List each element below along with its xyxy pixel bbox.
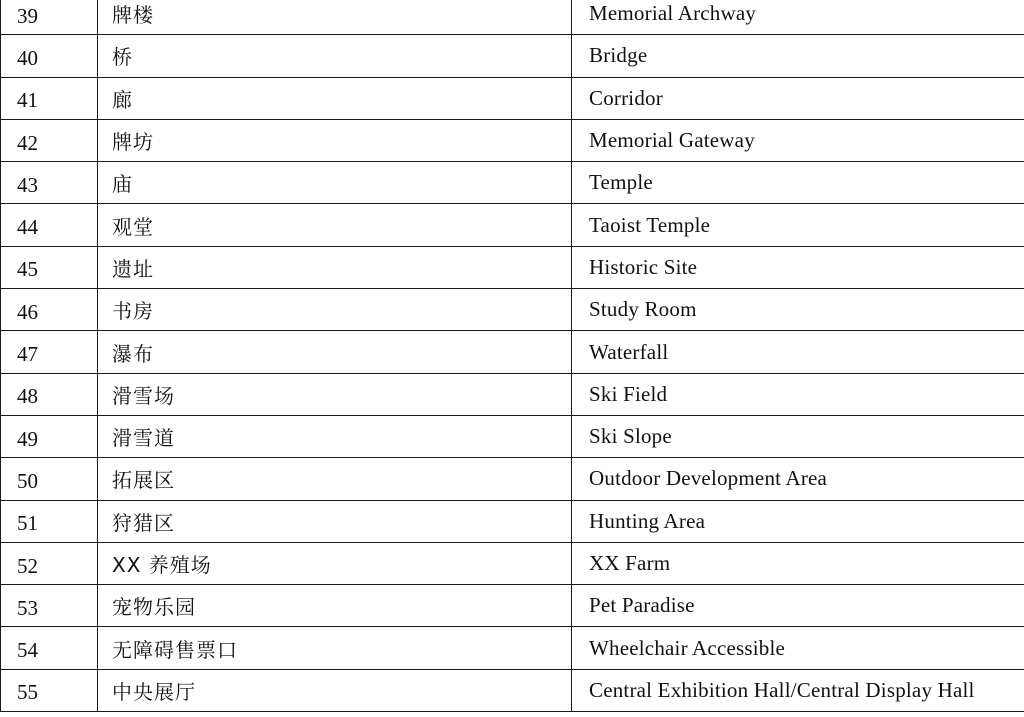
table-row xyxy=(1,77,1024,119)
table-row xyxy=(1,627,1024,669)
row-number-cell: 53 xyxy=(1,585,98,627)
chinese-term-cell: 牌楼 xyxy=(98,0,572,35)
row-number-cell: 51 xyxy=(1,500,98,542)
row-number-cell: 44 xyxy=(1,204,98,246)
row-number-cell: 43 xyxy=(1,162,98,204)
english-translation-cell: Taoist Temple xyxy=(572,204,1024,246)
chinese-term-cell: 庙 xyxy=(98,162,572,204)
chinese-term-cell: 拓展区 xyxy=(98,458,572,500)
english-translation-cell: Bridge xyxy=(572,35,1024,77)
english-translation-cell: Historic Site xyxy=(572,246,1024,288)
table-row xyxy=(1,289,1024,331)
row-number-cell: 48 xyxy=(1,373,98,415)
table-row xyxy=(1,331,1024,373)
english-translation-cell: XX Farm xyxy=(572,542,1024,584)
english-translation-cell: Ski Slope xyxy=(572,415,1024,457)
chinese-term-cell: 书房 xyxy=(98,289,572,331)
english-translation-cell: Temple xyxy=(572,162,1024,204)
chinese-term-cell: 瀑布 xyxy=(98,331,572,373)
chinese-term-cell: XX 养殖场 xyxy=(98,542,572,584)
table-row xyxy=(1,458,1024,500)
english-translation-cell: Corridor xyxy=(572,77,1024,119)
table-row xyxy=(1,119,1024,161)
row-number-cell: 41 xyxy=(1,77,98,119)
english-translation-cell: Outdoor Development Area xyxy=(572,458,1024,500)
row-number-cell: 47 xyxy=(1,331,98,373)
table-row xyxy=(1,0,1024,35)
chinese-term-cell: 狩猎区 xyxy=(98,500,572,542)
english-translation-cell: Study Room xyxy=(572,289,1024,331)
english-translation-cell: Wheelchair Accessible xyxy=(572,627,1024,669)
row-number-cell: 40 xyxy=(1,35,98,77)
row-number-cell: 55 xyxy=(1,669,98,711)
english-translation-cell: Pet Paradise xyxy=(572,585,1024,627)
row-number-cell: 49 xyxy=(1,415,98,457)
english-translation-cell: Waterfall xyxy=(572,331,1024,373)
chinese-term-cell: 滑雪场 xyxy=(98,373,572,415)
chinese-term-cell: 桥 xyxy=(98,35,572,77)
chinese-term-cell: 遗址 xyxy=(98,246,572,288)
row-number-cell: 50 xyxy=(1,458,98,500)
glossary-table-body xyxy=(1,0,1024,712)
chinese-term-cell: 宠物乐园 xyxy=(98,585,572,627)
table-row xyxy=(1,373,1024,415)
row-number-cell: 54 xyxy=(1,627,98,669)
row-number-cell: 46 xyxy=(1,289,98,331)
row-number-cell: 42 xyxy=(1,119,98,161)
table-row xyxy=(1,585,1024,627)
english-translation-cell: Hunting Area xyxy=(572,500,1024,542)
row-number-cell: 52 xyxy=(1,542,98,584)
english-translation-cell: Memorial Gateway xyxy=(572,119,1024,161)
chinese-term-cell: 观堂 xyxy=(98,204,572,246)
table-row xyxy=(1,35,1024,77)
chinese-term-cell: 廊 xyxy=(98,77,572,119)
table-row xyxy=(1,500,1024,542)
english-translation-cell: Central Exhibition Hall/Central Display Hall xyxy=(572,669,1024,711)
english-translation-cell: Memorial Archway xyxy=(572,0,1024,35)
chinese-term-cell: 滑雪道 xyxy=(98,415,572,457)
chinese-term-cell: 中央展厅 xyxy=(98,669,572,711)
table-row xyxy=(1,669,1024,711)
row-number-cell: 45 xyxy=(1,246,98,288)
table-row xyxy=(1,162,1024,204)
chinese-term-cell: 无障碍售票口 xyxy=(98,627,572,669)
table-row xyxy=(1,542,1024,584)
english-translation-cell: Ski Field xyxy=(572,373,1024,415)
table-row xyxy=(1,204,1024,246)
row-number-cell: 39 xyxy=(1,0,98,35)
table-row xyxy=(1,415,1024,457)
table-row xyxy=(1,246,1024,288)
chinese-term-cell: 牌坊 xyxy=(98,119,572,161)
